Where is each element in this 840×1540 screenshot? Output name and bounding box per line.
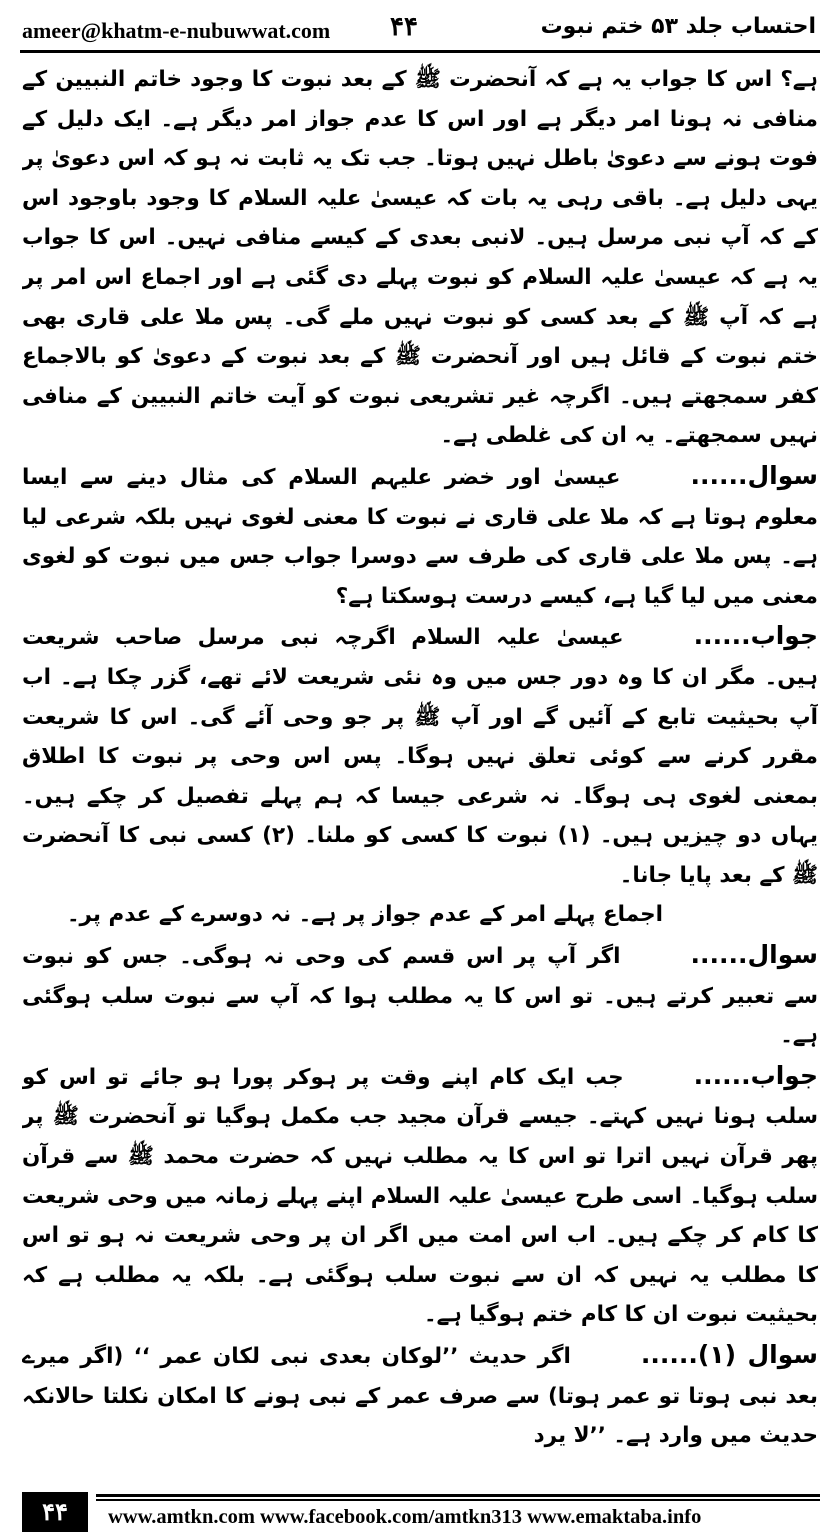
paragraph-text: اجماع پہلے امر کے عدم جواز پر ہے۔ نہ دوسرے کے عدم پر۔	[66, 902, 664, 928]
question-paragraph	[22, 935, 818, 1056]
footer-urls: www.amtkn.com www.facebook.com/amtkn313 www.emaktaba.info	[108, 1506, 702, 1528]
question-label: سوال (۱)......	[640, 1340, 818, 1369]
centered-line	[22, 895, 818, 935]
footer-rule	[96, 1494, 820, 1497]
page-footer	[0, 1490, 840, 1540]
paragraph-text: اگر حدیث ’’لوکان بعدی نبی لکان عمر ‘‘ (اگر میرے بعد نبی ہوتا تو عمر ہوتا) سے صرف عمر کے نبی ہونے کا امکان نکلتا حالانکہ حدیث میں وارد ہے۔ ’’لا یرد	[22, 1344, 818, 1449]
question-paragraph	[22, 1335, 818, 1456]
answer-paragraph	[22, 616, 818, 895]
page-header	[0, 0, 840, 52]
paragraph	[22, 60, 818, 456]
paragraph-text: عیسیٰ اور خضر علیہم السلام کی مثال دینے سے ایسا معلوم ہوتا ہے کہ ملا علی قاری نے نبوت کا معنی لغوی نہیں بلکہ شرعی لیا ہے۔ پس ملا علی قاری کی طرف سے دوسرا جواب جس میں نبوت کو لغوی معنی میں لیا گیا ہے، کیسے درست ہوسکتا ہے؟	[22, 464, 818, 609]
answer-paragraph	[22, 1056, 818, 1335]
header-book-title: احتساب جلد ۵۳ ختم نبوت	[540, 14, 816, 39]
answer-label: جواب......	[693, 621, 818, 651]
paragraph-text: جب ایک کام اپنے وقت پر ہوکر پورا ہو جائے تو اس کو سلب ہونا نہیں کہتے۔ جیسے قرآن مجید جب مکمل ہوگیا تو آنحضرت ﷺ پر پھر قرآن نہیں اترا تو اس کا یہ مطلب نہیں کہ حضرت محمد ﷺ سے قرآن سلب ہوگیا۔ اسی طرح عیسیٰ علیہ السلام اپنے پہلے زمانہ میں وحی شریعت کا کام کر چکے ہیں۔ اب اس امت میں اگر ان پر وحی شریعت نہ ہو تو اس کا مطلب یہ نہیں کہ ان سے نبوت سلب ہوگئی ہے۔ بلکہ یہ مطلب ہے کہ بحیثیت نبوت ان کا کام ختم ہوگیا ہے۔	[22, 1064, 818, 1328]
header-email: ameer@khatm-e-nubuwwat.com	[22, 18, 331, 43]
footer-rule	[96, 1499, 820, 1501]
question-label: سوال......	[690, 940, 818, 970]
body-text	[22, 60, 818, 1470]
question-label: سوال......	[690, 460, 818, 490]
answer-label: جواب......	[693, 1060, 818, 1090]
footer-page-number: ۴۴	[22, 1492, 88, 1532]
header-rule	[20, 50, 820, 53]
question-paragraph	[22, 456, 818, 616]
paragraph-text: اگر آپ پر اس قسم کی وحی نہ ہوگی۔ جس کو نبوت سے تعبیر کرتے ہیں۔ تو اس کا یہ مطلب ہوا کہ آپ سے نبوت سلب ہوگئی ہے۔	[22, 944, 818, 1049]
header-page-number: ۴۴	[390, 12, 418, 42]
paragraph-text: عیسیٰ علیہ السلام اگرچہ نبی مرسل صاحب شریعت ہیں۔ مگر ان کا وہ دور جس میں وہ نئی شریعت لائے تھے، گزر چکا ہے۔ اب آپ بحیثیت تابع کے آئیں گے اور آپ ﷺ پر جو وحی آئے گی۔ اس کا شریعت مقرر کرنے سے کوئی تعلق نہیں ہوگا۔ پس اس وحی پر نبوت کا اطلاق بمعنی لغوی ہی ہوگا۔ نہ شرعی جیسا کہ ہم پہلے تفصیل کر چکے ہیں۔ یہاں دو چیزیں ہیں۔ (۱) نبوت کا کسی کو ملنا۔ (۲) کسی نبی کا آنحضرت ﷺ کے بعد پایا جانا۔	[22, 625, 818, 888]
paragraph-text: ہے؟ اس کا جواب یہ ہے کہ آنحضرت ﷺ کے بعد نبوت کا وجود خاتم النبیین کے منافی نہ ہونا امر دیگر ہے اور اس کا عدم جواز امر دیگر ہے۔ ایک دلیل کے فوت ہونے سے دعویٰ باطل نہیں ہوتا۔ جب تک یہ ثابت نہ ہو کہ اس دعویٰ پر یہی دلیل ہے۔ باقی رہی یہ بات کہ عیسیٰ علیہ السلام کا وجود باوجود اس کے کہ آپ نبی مرسل ہیں۔ لانبی بعدی کے کیسے منافی نہیں۔ اس کا جواب یہ ہے کہ عیسیٰ علیہ السلام کو نبوت پہلے دی گئی ہے اور اجماع اس امر پر ہے کہ آپ ﷺ کے بعد کسی کو نبوت نہیں ملے گی۔ پس ملا علی قاری بھی ختم نبوت کے قائل ہیں اور آنحضرت ﷺ کے بعد نبوت کے دعویٰ کو بالاجماع کفر سمجھتے ہیں۔ اگرچہ غیر تشریعی نبوت کو آیت خاتم النبیین کے منافی نہیں سمجھتے۔ یہ ان کی غلطی ہے۔	[22, 67, 818, 449]
